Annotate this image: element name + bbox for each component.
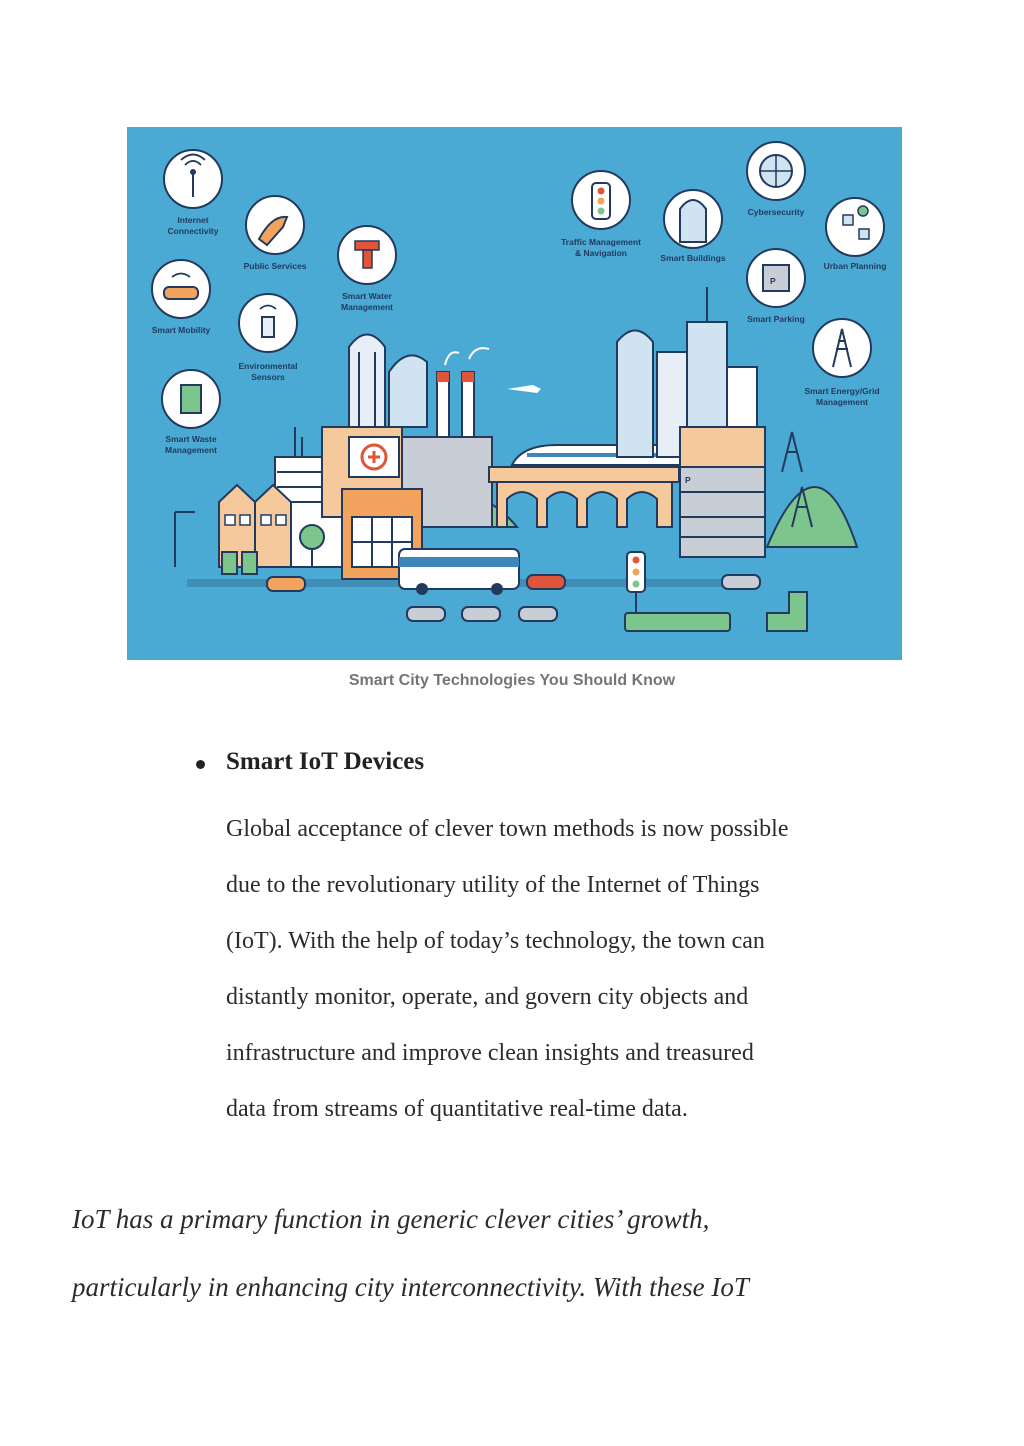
smart-buildings-label: Smart Buildings <box>660 253 726 263</box>
waste-label-1: Smart Waste <box>165 434 217 444</box>
smart-city-illustration <box>127 127 902 660</box>
smart-parking-label: Smart Parking <box>747 314 805 324</box>
italic-paragraph <box>72 1185 972 1321</box>
paragraph-line: (IoT). With the help of today’s technology, the town can <box>226 928 765 954</box>
smart-mobility-label: Smart Mobility <box>151 325 211 335</box>
paragraph-line: data from streams of quantitative real-time data. <box>226 1096 688 1122</box>
smart-water-label-1: Smart Water <box>342 291 392 301</box>
italic-line: IoT has a primary function in generic clever cities’ growth, <box>72 1204 710 1234</box>
env-sensors-label-2: Sensors <box>251 372 285 382</box>
urban-planning-label: Urban Planning <box>823 261 887 271</box>
paragraph-line: due to the revolutionary utility of the Internet of Things <box>226 872 760 898</box>
waste-label-2: Management <box>165 445 217 455</box>
garage-parking-sign: P <box>685 475 691 485</box>
internet-label-1: Internet <box>177 215 209 225</box>
bullet-title: Smart IoT Devices <box>226 748 425 775</box>
figure-caption: Smart City Technologies You Should Know <box>348 672 676 689</box>
environmental-sensors-icon <box>238 294 297 382</box>
italic-line: particularly in enhancing city interconnectivity. With these IoT <box>72 1272 749 1302</box>
smart-water-icon <box>338 226 396 312</box>
paragraph-line: infrastructure and improve clean insights and treasured <box>226 1040 754 1066</box>
smart-waste-icon <box>162 370 220 455</box>
cybersecurity-label: Cybersecurity <box>747 207 805 217</box>
public-services-label: Public Services <box>243 261 307 271</box>
urban-planning-icon <box>824 198 887 271</box>
parking-icon-letter: P <box>770 276 776 286</box>
bullet-point <box>196 760 205 769</box>
paragraph-line: distantly monitor, operate, and govern city objects and <box>226 984 749 1010</box>
smart-buildings-icon <box>660 190 725 263</box>
traffic-label-2: & Navigation <box>575 248 627 258</box>
smart-water-label-2: Management <box>341 302 393 312</box>
energy-label-1: Smart Energy/Grid <box>804 386 880 396</box>
traffic-label-1: Traffic Management <box>561 237 641 247</box>
bullet-paragraph <box>226 801 916 1137</box>
internet-label-2: Connectivity <box>167 226 219 236</box>
paragraph-line: Global acceptance of clever town methods is now possible <box>226 816 789 842</box>
env-sensors-label-1: Environmental <box>238 361 298 371</box>
energy-label-2: Management <box>816 397 868 407</box>
